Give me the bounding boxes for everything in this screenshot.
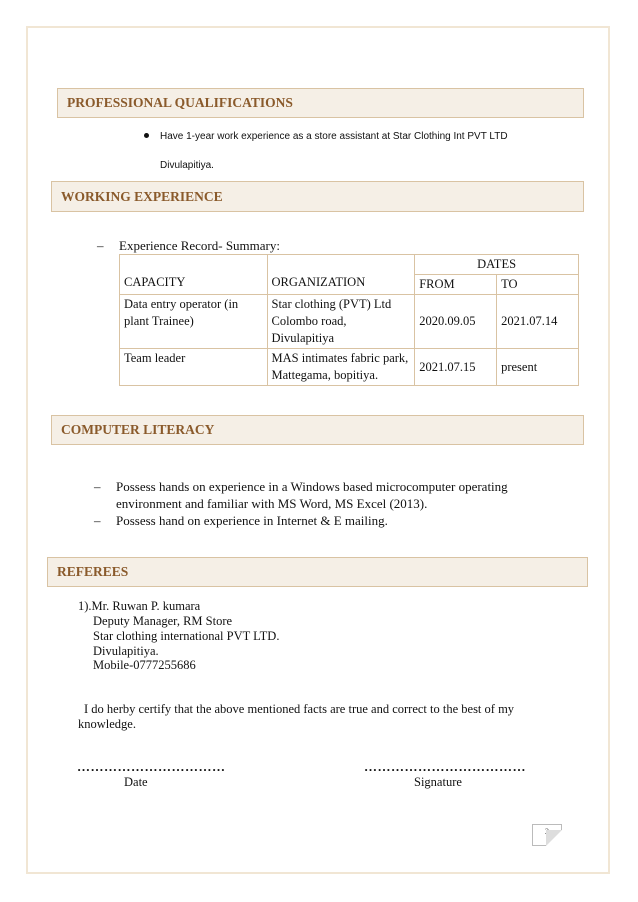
header-organization: ORGANIZATION xyxy=(267,255,415,295)
referee-company: Star clothing international PVT LTD. xyxy=(93,629,280,643)
cell-capacity: Team leader xyxy=(120,349,268,386)
page-number-box xyxy=(532,824,562,846)
section-title: COMPUTER LITERACY xyxy=(61,422,215,437)
certification-text: I do herby certify that the above mentioned facts are true and correct to the best of my knowledge. xyxy=(78,702,515,731)
referee-city: Divulapitiya. xyxy=(93,644,159,658)
referee-mobile: Mobile-0777255686 xyxy=(93,658,196,672)
table-row xyxy=(120,295,579,349)
header-from: FROM xyxy=(415,275,497,295)
cell-from: 2021.07.15 xyxy=(415,349,497,386)
dash-bullet: – xyxy=(94,479,101,494)
page-fold-icon xyxy=(546,830,562,846)
dash-bullet: – xyxy=(94,513,101,528)
list-item-continuation: Divulapitiya. xyxy=(160,160,214,171)
computer-literacy-item: – Possess hands on experience in a Windows based microcomputer operating environment and familiar with MS Word, MS Excel (2013). xyxy=(94,479,508,511)
cell-to: present xyxy=(497,349,579,386)
cell-organization: MAS intimates fabric park, Mattegama, bopitiya. xyxy=(267,349,415,386)
list-item: Have 1-year work experience as a store assistant at Star Clothing Int PVT LTD xyxy=(144,122,580,151)
signature-label: Signature xyxy=(414,775,462,789)
page-number: 2 xyxy=(545,827,549,836)
cell-capacity: Data entry operator (in plant Trainee) xyxy=(120,295,268,349)
computer-literacy-item: – Possess hand on experience in Internet & E mailing. xyxy=(94,513,388,528)
cell-from: 2020.09.05 xyxy=(415,295,497,349)
section-referees xyxy=(47,557,588,587)
table-row xyxy=(120,349,579,386)
section-computer-literacy xyxy=(51,415,584,445)
dash-bullet: – xyxy=(97,238,104,253)
experience-intro: – Experience Record- Summary: xyxy=(97,238,280,253)
header-to: TO xyxy=(497,275,579,295)
referee-title: Deputy Manager, RM Store xyxy=(93,614,233,628)
cell-to: 2021.07.14 xyxy=(497,295,579,349)
date-line: …………………………… xyxy=(77,759,226,774)
section-working-experience xyxy=(51,181,584,212)
date-label: Date xyxy=(124,775,148,789)
qualifications-list xyxy=(144,122,580,180)
section-title: REFEREES xyxy=(57,564,129,579)
section-title: WORKING EXPERIENCE xyxy=(61,188,223,204)
section-professional-qualifications xyxy=(57,88,584,118)
header-capacity: CAPACITY xyxy=(120,255,268,295)
referee-name: 1).Mr. Ruwan P. kumara xyxy=(78,599,201,613)
signature-line: ……………………………… xyxy=(364,759,526,774)
header-dates: DATES xyxy=(415,255,579,275)
section-title: PROFESSIONAL QUALIFICATIONS xyxy=(67,95,293,110)
table-header-row xyxy=(120,255,579,275)
cell-organization: Star clothing (PVT) Ltd Colombo road, Divulapitiya xyxy=(267,295,415,349)
experience-table xyxy=(119,254,579,386)
